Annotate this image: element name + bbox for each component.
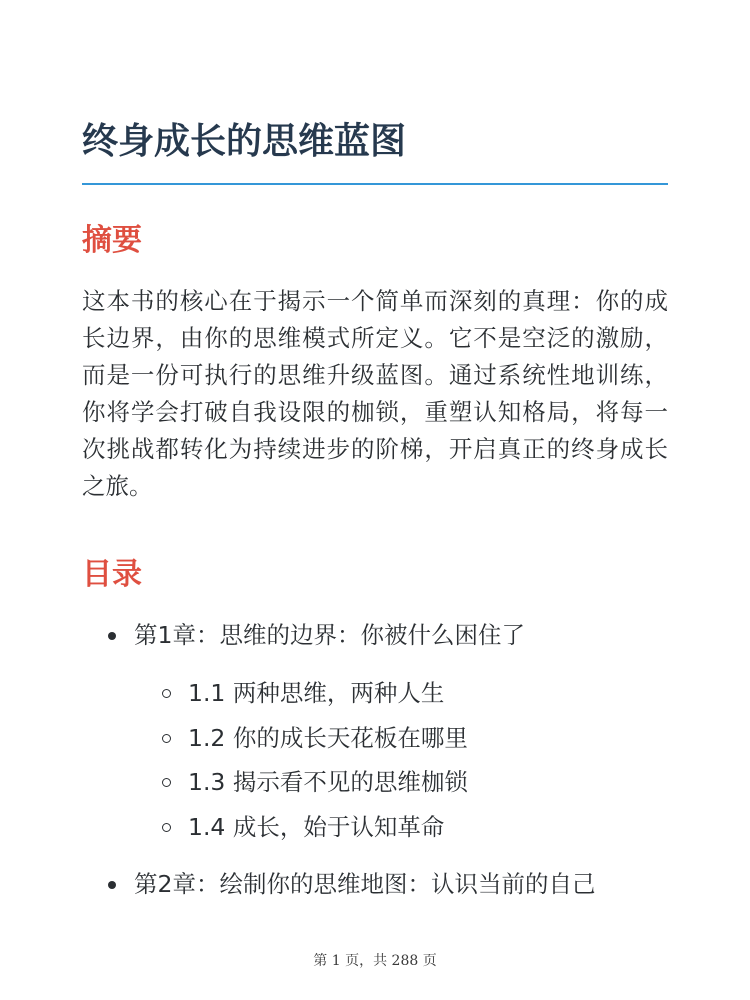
toc-section-1-3: 1.3 揭示看不见的思维枷锁	[188, 768, 468, 796]
summary-paragraph: 这本书的核心在于揭示一个简单而深刻的真理：你的成长边界，由你的思维模式所定义。它不是空泛的激励，而是一份可执行的思维升级蓝图。通过系统性地训练，你将学会打破自我设限的枷锁，重塑认知格局，将每一次挑战都转化为持续进步的阶梯，开启真正的终身成长之旅。	[82, 287, 668, 500]
toc-chapter-1: 第1章：思维的边界：你被什么困住了	[134, 621, 525, 649]
toc-section-1-4: 1.4 成长，始于认知革命	[188, 813, 445, 841]
page-title: 终身成长的思维蓝图	[82, 121, 407, 162]
toc-heading: 目录	[82, 557, 142, 592]
toc-chapter-2: 第2章：绘制你的思维地图：认识当前的自己	[134, 870, 596, 898]
table-of-contents	[82, 0, 668, 1000]
page-number-footer: 第 1 页，共 288 页	[313, 953, 437, 969]
document-page	[82, 0, 668, 1000]
toc-section-1-1: 1.1 两种思维，两种人生	[188, 679, 445, 707]
summary-heading: 摘要	[82, 223, 142, 258]
toc-section-1-2: 1.2 你的成长天花板在哪里	[188, 724, 468, 752]
